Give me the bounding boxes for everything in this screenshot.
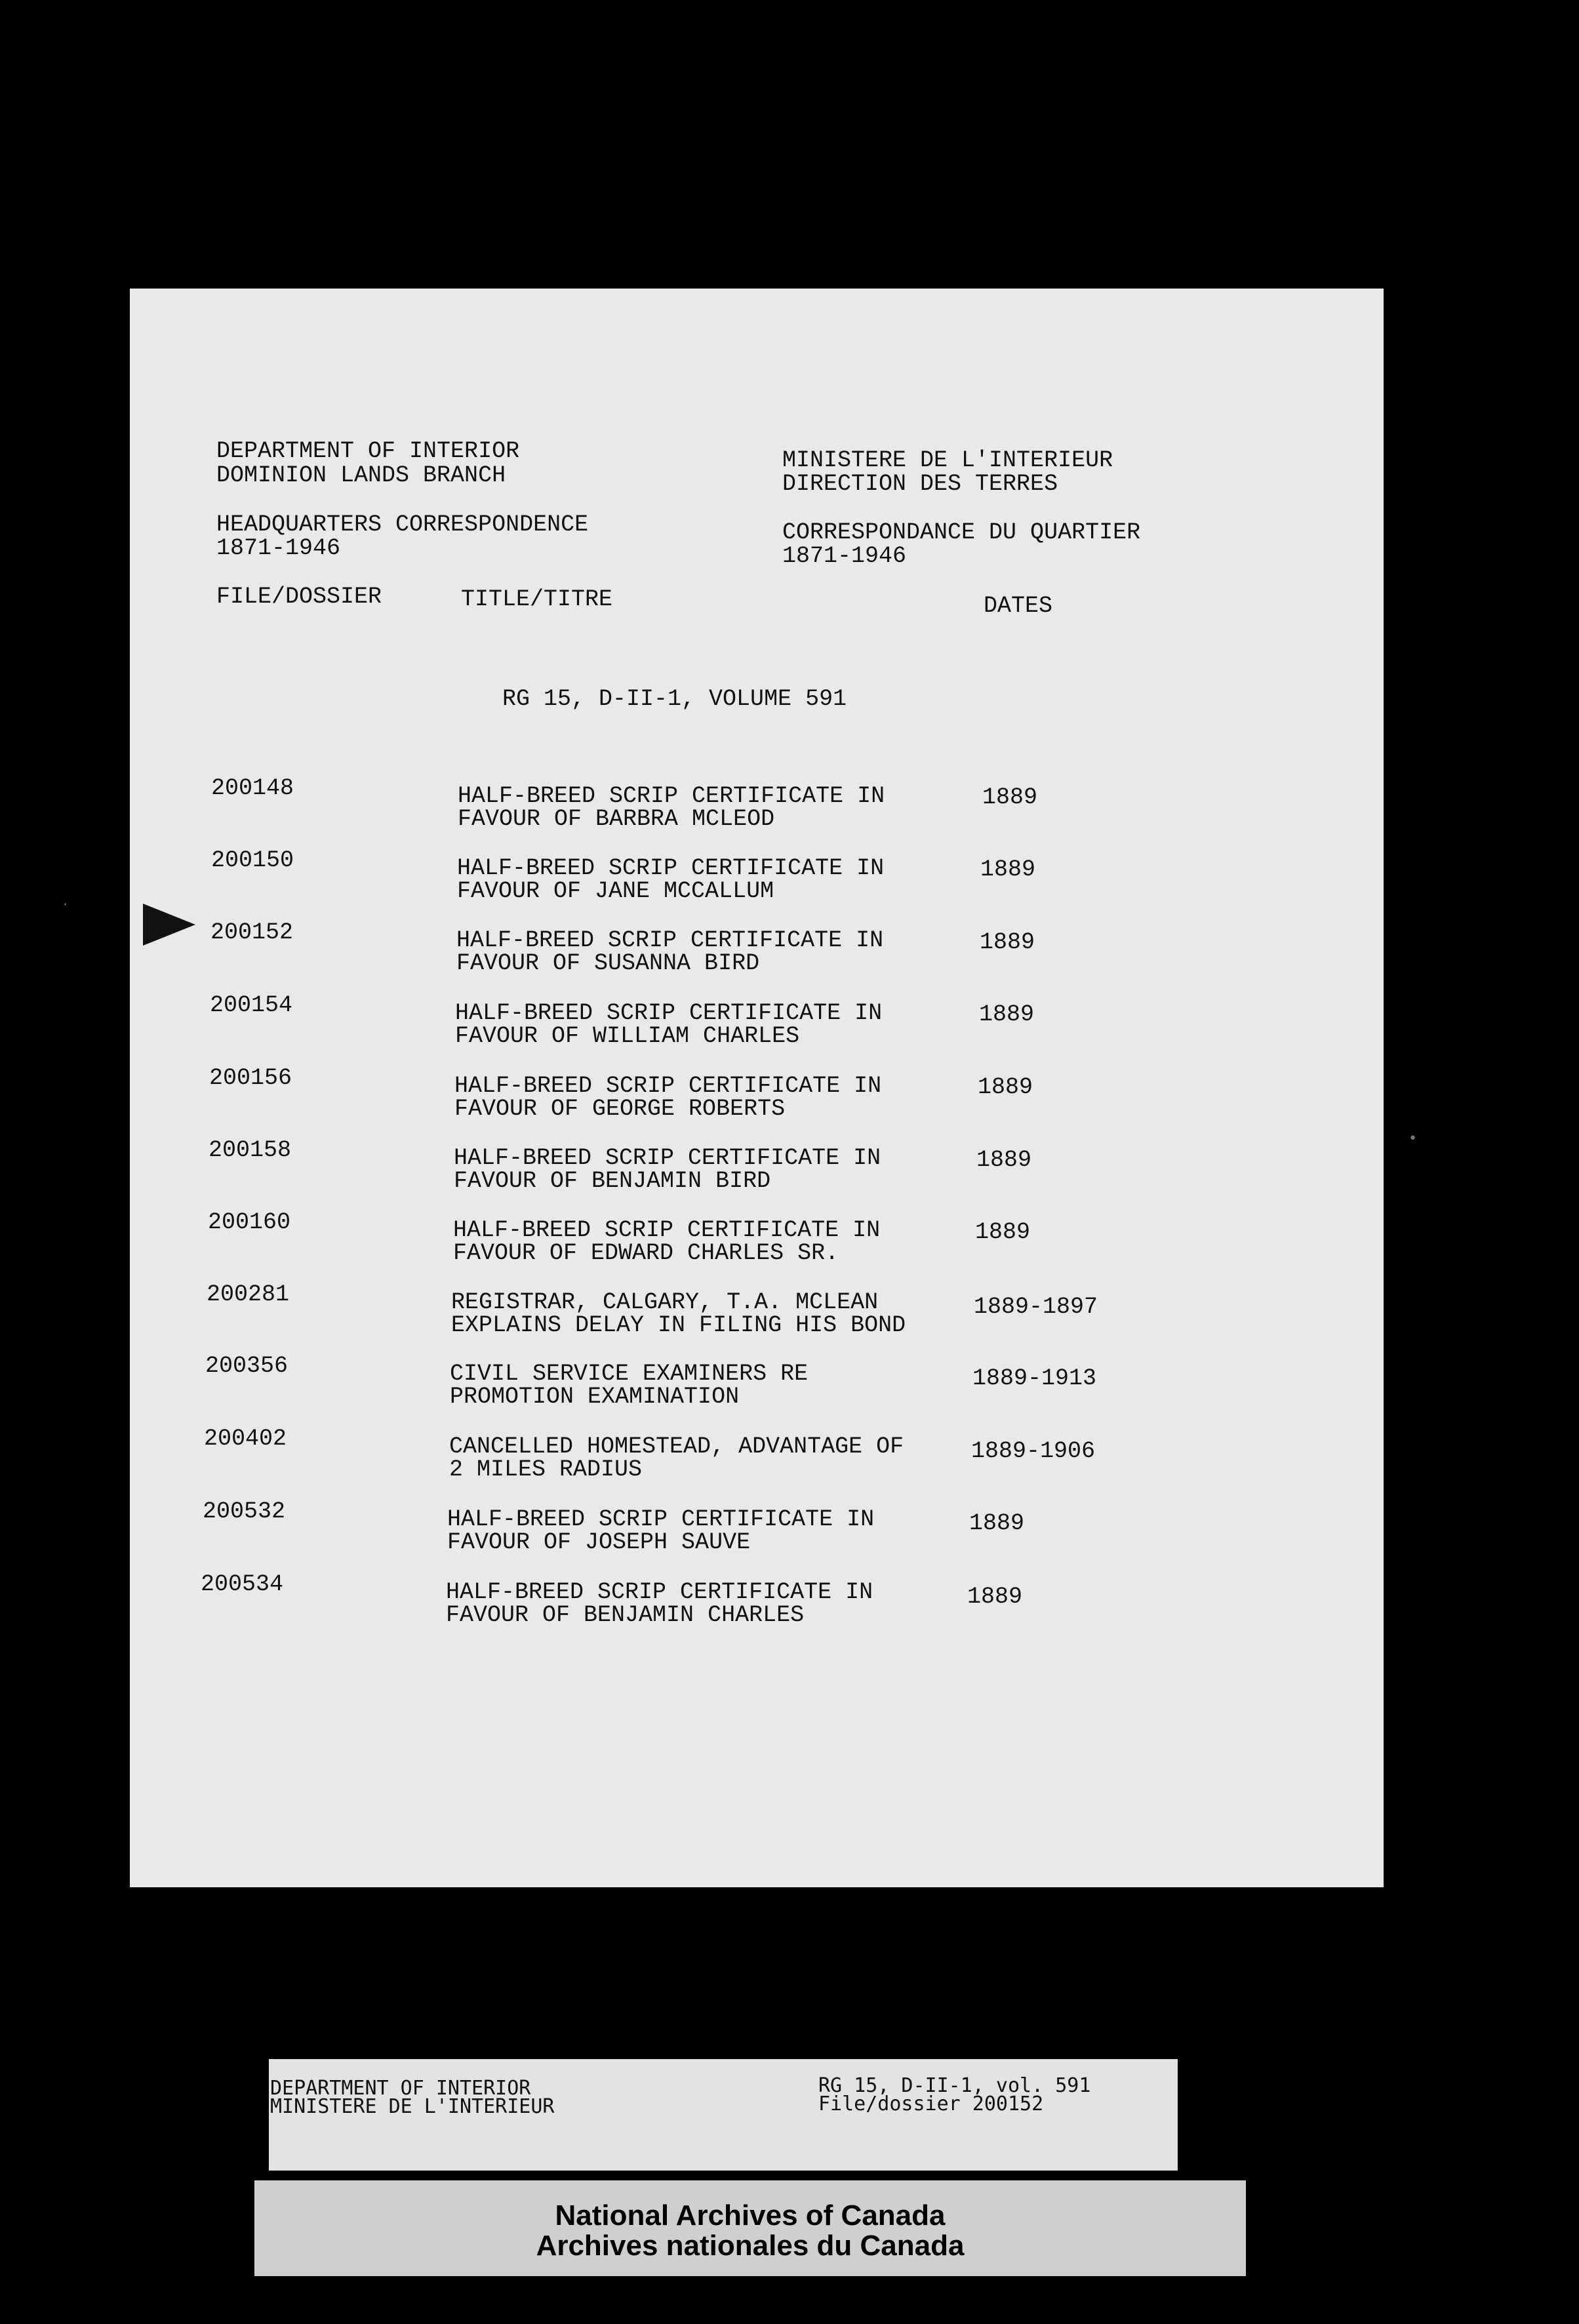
label-left-line2: MINISTERE DE L'INTERIEUR bbox=[270, 2095, 555, 2118]
entry-file: 200150 bbox=[211, 847, 294, 873]
entry-dates: 1889 bbox=[980, 929, 1035, 955]
header-left-line4: 1871-1946 bbox=[216, 535, 341, 561]
pointer-arrow-icon bbox=[143, 904, 195, 946]
entry-dates: 1889-1913 bbox=[972, 1365, 1097, 1392]
entry-title-line2: FAVOUR OF BARBRA MCLEOD bbox=[458, 806, 775, 832]
entry-dates: 1889 bbox=[975, 1219, 1031, 1245]
entry-file: 200402 bbox=[204, 1426, 287, 1452]
entry-title-line1: HALF-BREED SCRIP CERTIFICATE IN bbox=[457, 855, 885, 881]
entry-title-line2: PROMOTION EXAMINATION bbox=[450, 1384, 740, 1410]
entry-file: 200281 bbox=[207, 1281, 290, 1308]
entry-file: 200148 bbox=[211, 775, 294, 801]
label-right-line1: RG 15, D-II-1, vol. 591 bbox=[818, 2074, 1091, 2097]
entry-file: 200156 bbox=[209, 1065, 292, 1091]
entry-title-line2: FAVOUR OF WILLIAM CHARLES bbox=[455, 1023, 800, 1049]
header-right-line3: CORRESPONDANCE DU QUARTIER bbox=[782, 519, 1141, 546]
header-right-line2: DIRECTION DES TERRES bbox=[782, 471, 1058, 497]
column-title-heading: TITLE/TITRE bbox=[461, 586, 613, 612]
entry-title-line1: CIVIL SERVICE EXAMINERS RE bbox=[450, 1361, 809, 1387]
entry-title-line1: HALF-BREED SCRIP CERTIFICATE IN bbox=[458, 783, 885, 809]
entry-file: 200154 bbox=[210, 992, 293, 1018]
archive-name-english: National Archives of Canada bbox=[555, 2199, 946, 2232]
entry-file: 200152 bbox=[210, 919, 294, 946]
entry-file: 200534 bbox=[201, 1571, 284, 1597]
entry-title-line2: FAVOUR OF SUSANNA BIRD bbox=[456, 950, 760, 976]
entry-title-line1: HALF-BREED SCRIP CERTIFICATE IN bbox=[447, 1506, 875, 1533]
entry-dates: 1889 bbox=[969, 1510, 1025, 1536]
archive-banner bbox=[254, 2180, 1246, 2276]
entry-title-line1: HALF-BREED SCRIP CERTIFICATE IN bbox=[456, 927, 884, 953]
entry-dates: 1889 bbox=[978, 1074, 1033, 1100]
entry-dates: 1889-1897 bbox=[974, 1294, 1098, 1320]
entry-title-line1: HALF-BREED SCRIP CERTIFICATE IN bbox=[446, 1579, 873, 1605]
entry-dates: 1889 bbox=[982, 784, 1038, 811]
entry-title-line2: FAVOUR OF BENJAMIN BIRD bbox=[454, 1168, 771, 1194]
entry-dates: 1889 bbox=[979, 1001, 1035, 1028]
scan-speck-icon: · bbox=[63, 897, 68, 913]
entry-dates: 1889 bbox=[976, 1147, 1032, 1173]
entry-file: 200356 bbox=[205, 1353, 289, 1379]
label-left-line1: DEPARTMENT OF INTERIOR bbox=[270, 2077, 531, 2100]
entry-title-line2: EXPLAINS DELAY IN FILING HIS BOND bbox=[451, 1312, 906, 1338]
archive-name-french: Archives nationales du Canada bbox=[536, 2230, 965, 2262]
entry-title-line1: CANCELLED HOMESTEAD, ADVANTAGE OF bbox=[449, 1433, 904, 1460]
scan-speck-icon: • bbox=[1409, 1131, 1417, 1147]
header-right-line4: 1871-1946 bbox=[782, 543, 907, 569]
header-left-line2: DOMINION LANDS BRANCH bbox=[216, 462, 506, 489]
entry-title-line1: HALF-BREED SCRIP CERTIFICATE IN bbox=[453, 1217, 881, 1243]
header-left-line3: HEADQUARTERS CORRESPONDENCE bbox=[216, 511, 589, 538]
column-file-heading: FILE/DOSSIER bbox=[216, 584, 382, 610]
entry-title-line2: FAVOUR OF JOSEPH SAUVE bbox=[447, 1529, 751, 1555]
entry-title-line2: FAVOUR OF EDWARD CHARLES SR. bbox=[453, 1240, 839, 1266]
entry-dates: 1889 bbox=[967, 1584, 1023, 1610]
header-left-line1: DEPARTMENT OF INTERIOR bbox=[216, 438, 520, 464]
header-right-line1: MINISTERE DE L'INTERIEUR bbox=[782, 447, 1113, 473]
entry-title-line1: HALF-BREED SCRIP CERTIFICATE IN bbox=[455, 1000, 883, 1026]
entry-dates: 1889 bbox=[980, 856, 1036, 883]
entry-title-line2: 2 MILES RADIUS bbox=[449, 1456, 643, 1483]
entry-file: 200158 bbox=[209, 1137, 292, 1163]
entry-title-line1: HALF-BREED SCRIP CERTIFICATE IN bbox=[454, 1145, 881, 1171]
entry-title-line1: HALF-BREED SCRIP CERTIFICATE IN bbox=[454, 1073, 882, 1099]
entry-dates: 1889-1906 bbox=[971, 1438, 1096, 1464]
entry-file: 200160 bbox=[208, 1209, 291, 1235]
entry-title-line2: FAVOUR OF BENJAMIN CHARLES bbox=[446, 1602, 805, 1628]
entry-file: 200532 bbox=[203, 1498, 286, 1525]
entry-title-line1: REGISTRAR, CALGARY, T.A. MCLEAN bbox=[451, 1289, 879, 1315]
label-right-line2: File/dossier 200152 bbox=[818, 2093, 1044, 2115]
volume-heading: RG 15, D-II-1, VOLUME 591 bbox=[502, 686, 847, 712]
entry-title-line2: FAVOUR OF JANE MCCALLUM bbox=[457, 878, 774, 904]
entry-title-line2: FAVOUR OF GEORGE ROBERTS bbox=[454, 1096, 786, 1122]
column-dates-heading: DATES bbox=[984, 593, 1053, 619]
